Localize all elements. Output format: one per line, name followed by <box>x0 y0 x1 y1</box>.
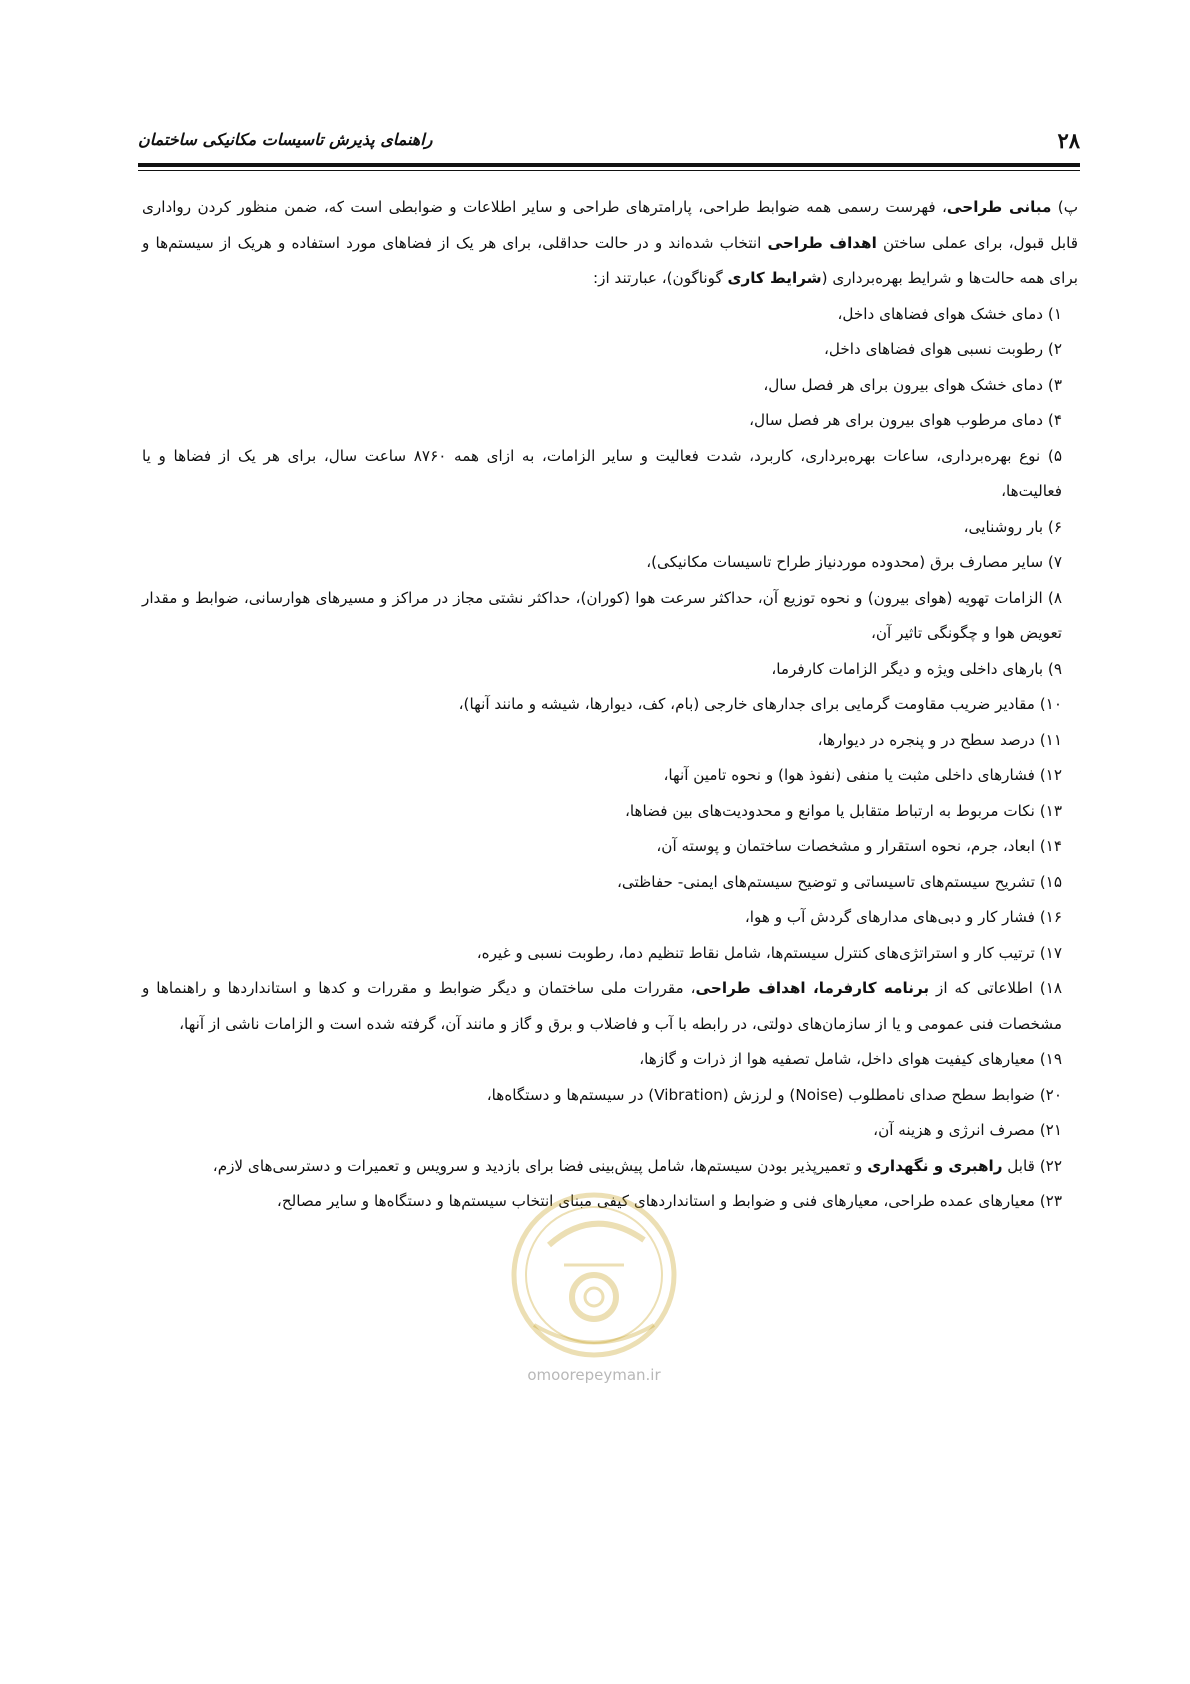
list-item: ۴) دمای مرطوب هوای بیرون برای هر فصل سال، <box>749 411 1062 429</box>
intro-paragraph <box>142 190 1078 297</box>
list-item: ۱۱) درصد سطح در و پنجره در دیوارها، <box>817 730 1062 749</box>
list-item: ۱۹) معیارهای کیفیت هوای داخل، شامل تصفیه هوا از ذرات و گازها، <box>639 1050 1062 1068</box>
item18-text-c: ، مقررات ملی ساختمان و دیگر ضوابط و مقررات و کدها و استانداردها و راهنماها و مشخصات فنی عمومی و یا از سازمان‌های دولتی، در رابطه با آب و فاضلاب و برق و گاز و مانند آن، گرفته شده است و الزامات ناشی از آنها، <box>142 979 1062 1033</box>
item18-text-a: ۱۸) اطلاعاتی که از <box>929 979 1063 997</box>
intro-text-3: گوناگون)، عبارتند از: <box>593 269 728 287</box>
list-item: ۱۶) فشار کار و دبی‌های مدارهای گردش آب و هوا، <box>744 908 1062 926</box>
list-item: ۲۰) ضوابط سطح صدای نامطلوب (Noise) و لرزش (Vibration) در سیستم‌ها و دستگاه‌ها، <box>486 1085 1062 1104</box>
watermark-site: omoorepeyman.ir <box>527 1366 661 1384</box>
item22-text-a: ۲۲) قابل <box>1002 1156 1062 1175</box>
list-item: ۱۰) مقادیر ضریب مقاومت گرمایی برای جدارهای خارجی (بام، کف، دیوارها، شیشه و مانند آنها)، <box>458 695 1062 713</box>
page-header <box>138 128 1080 164</box>
item22-text-c: و تعمیرپذیر بودن سیستم‌ها، شامل پیش‌بینی فضا برای بازدید و سرویس و تعمیرات و دسترسی‌های لازم، <box>212 1156 868 1175</box>
list-item: ۱) دمای خشک هوای فضاهای داخل، <box>837 304 1062 323</box>
intro-text-2: انتخاب شده‌اند و در حالت حداقلی، برای هر یک از فضاهای مورد استفاده و هریک از سیستم‌ها و برای همه حالت‌ها و شرایط بهره‌برداری ( <box>142 233 1078 287</box>
list-item: ۱۴) ابعاد، جرم، نحوه استقرار و مشخصات ساختمان و پوسته آن، <box>656 837 1062 855</box>
list-item: ۸) الزامات تهویه (هوای بیرون) و نحوه توزیع آن، حداکثر سرعت هوا (کوران)، حداکثر نشتی مجاز در مراکز و مسیرهای هوارسانی، ضوابط و مقدار تعویض هوا و چگونگی تاثیر آن، <box>142 588 1062 642</box>
list-item: ۱۲) فشارهای داخلی مثبت یا منفی (نفوذ هوا) و نحوه تامین آنها، <box>663 766 1062 784</box>
intro-lead: پ) <box>1051 198 1078 216</box>
list-item-18 <box>142 971 1078 1042</box>
term-design-basis: مبانی طراحی <box>946 198 1052 216</box>
list-item: ۱۳) نکات مربوط به ارتباط متقابل یا موانع و محدودیت‌های بین فضاها، <box>624 801 1062 820</box>
term-design-objectives: اهداف طراحی <box>767 233 877 252</box>
header-rule-thick <box>138 163 1080 167</box>
list-item: ۲) رطوبت نسبی هوای فضاهای داخل، <box>824 340 1062 358</box>
intro-text-1: ، فهرست رسمی همه ضوابط طراحی، پارامترهای طراحی و سایر اطلاعات و ضوابطی است که، ضمن منظور کردن رواداری قابل قبول، برای عملی ساختن <box>142 198 1078 252</box>
list-item-22 <box>142 1149 1078 1185</box>
list-item: ۵) نوع بهره‌برداری، ساعات بهره‌برداری، کاربرد، شدت فعالیت و سایر الزامات، به ازای همه ۸۷۶۰ ساعت سال، برای هر یک از فضاها و یا فعالیت‌ها، <box>142 446 1062 500</box>
term-operating-conditions: شرایط کاری <box>727 269 822 287</box>
list-item: ۲۱) مصرف انرژی و هزینه آن، <box>873 1121 1062 1139</box>
list-item: ۱۵) تشریح سیستم‌های تاسیساتی و توضیح سیستم‌های ایمنی- حفاظتی، <box>617 872 1062 891</box>
list-item: ۶) بار روشنایی، <box>963 517 1062 536</box>
list-item: ۲۳) معیارهای عمده طراحی، معیارهای فنی و ضوابط و استانداردهای کیفی مبنای انتخاب سیستم‌ها و دستگاه‌ها و سایر مصالح، <box>276 1192 1062 1210</box>
list-item: ۳) دمای خشک هوای بیرون برای هر فصل سال، <box>763 375 1062 394</box>
list-item: ۱۷) ترتیب کار و استراتژی‌های کنترل سیستم‌ها، شامل نقاط تنظیم دما، رطوبت نسبی و غیره، <box>476 943 1062 962</box>
term-operation-maintenance: راهبری و نگهداری <box>867 1156 1003 1175</box>
term-employer-program: برنامه کارفرما، اهداف طراحی <box>695 979 930 997</box>
page-number: ۲۸ <box>1057 128 1080 153</box>
book-title: راهنمای پذیرش تاسیسات مکانیکی ساختمان <box>138 130 433 149</box>
page-body <box>142 190 1078 1220</box>
header-rule-thin <box>138 170 1080 171</box>
list-item: ۷) سایر مصارف برق (محدوده موردنیاز طراح تاسیسات مکانیکی)، <box>646 553 1062 571</box>
list-item: ۹) بارهای داخلی ویژه و دیگر الزامات کارفرما، <box>771 659 1062 678</box>
